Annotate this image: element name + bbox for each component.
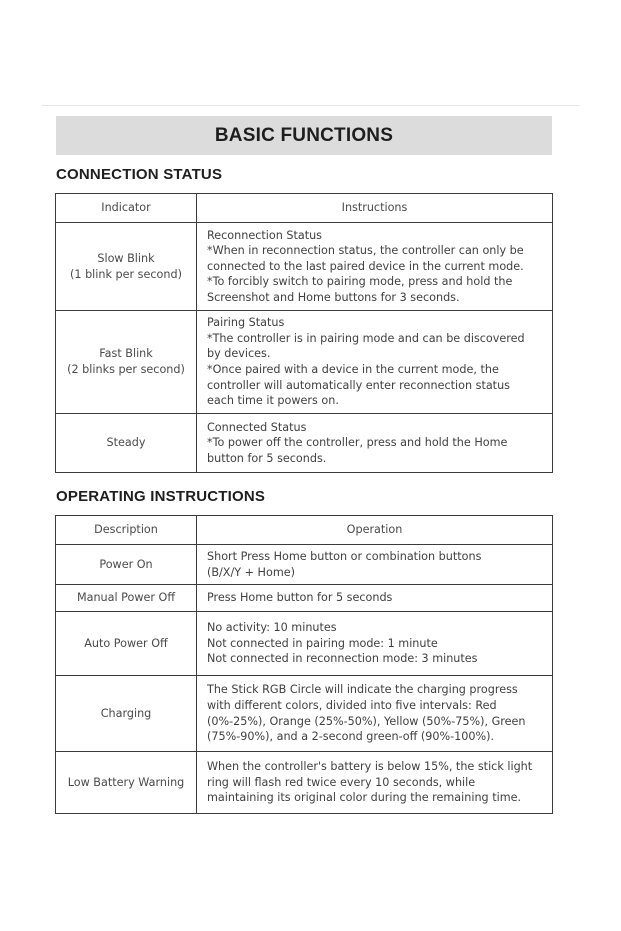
instruction-line: button for 5 seconds. <box>207 451 327 465</box>
operation-line: No activity: 10 minutes <box>207 621 337 635</box>
description-cell: Charging <box>56 676 197 752</box>
operation-line: maintaining its original color during the remaining time. <box>207 791 522 805</box>
table-row <box>56 752 553 814</box>
instruction-line: *The controller is in pairing mode and can be discovered <box>207 331 525 345</box>
indicator-name: Steady <box>106 436 146 450</box>
description-cell: Low Battery Warning <box>56 752 197 814</box>
operation-line: (75%-90%), and a 2-second green-off (90%-100%). <box>207 730 495 744</box>
instructions-cell <box>197 223 553 311</box>
indicator-cell <box>56 223 197 311</box>
operation-header: Operation <box>197 516 553 545</box>
description-cell: Power On <box>56 545 197 585</box>
instruction-line: controller will automatically enter reconnection status <box>207 378 510 392</box>
operation-cell <box>197 545 553 585</box>
instruction-line: *When in reconnection status, the controller can only be <box>207 244 524 258</box>
table-row <box>56 612 553 676</box>
table-row <box>56 223 553 311</box>
operating-instructions-table <box>55 515 553 814</box>
operation-cell <box>197 585 553 612</box>
table-row <box>56 414 553 473</box>
description-header: Description <box>56 516 197 545</box>
instructions-header: Instructions <box>197 194 553 223</box>
operation-line: Press Home button for 5 seconds <box>207 591 393 605</box>
indicator-detail: (2 blinks per second) <box>67 363 185 376</box>
instruction-line: *To power off the controller, press and hold the Home <box>207 436 508 450</box>
operation-line: When the controller's battery is below 15%, the stick light <box>207 760 533 774</box>
operation-line: with different colors, divided into five intervals: Red <box>207 698 497 712</box>
indicator-name: Fast Blink <box>99 347 153 361</box>
description-cell: Manual Power Off <box>56 585 197 612</box>
instruction-line: *Once paired with a device in the current mode, the <box>207 363 499 376</box>
operation-cell <box>197 752 553 814</box>
operation-line: The Stick RGB Circle will indicate the charging progress <box>207 683 518 697</box>
operation-line: ring will flash red twice every 10 seconds, while <box>207 775 476 789</box>
connection-status-table <box>55 193 553 473</box>
operation-cell <box>197 676 553 752</box>
instruction-line: by devices. <box>207 347 271 361</box>
table-row <box>56 311 553 414</box>
instructions-cell <box>197 311 553 414</box>
operation-line: Not connected in pairing mode: 1 minute <box>207 636 438 650</box>
operation-line: (0%-25%), Orange (25%-50%), Yellow (50%-75%), Green <box>207 714 526 728</box>
instruction-line: each time it powers on. <box>207 394 339 408</box>
indicator-header: Indicator <box>56 194 197 223</box>
indicator-cell <box>56 414 197 473</box>
indicator-cell <box>56 311 197 414</box>
status-title: Connected Status <box>207 420 307 434</box>
instruction-line: connected to the last paired device in the current mode. <box>207 259 524 273</box>
instruction-line: *To forcibly switch to pairing mode, press and hold the <box>207 275 513 289</box>
banner-title: BASIC FUNCTIONS <box>214 124 394 146</box>
top-divider <box>42 105 579 106</box>
table-row <box>56 585 553 612</box>
table-header-row <box>56 194 553 223</box>
table-row <box>56 676 553 752</box>
instruction-line: Screenshot and Home buttons for 3 seconds. <box>207 290 460 304</box>
status-title: Reconnection Status <box>207 228 322 242</box>
description-cell: Auto Power Off <box>56 612 197 676</box>
operating-instructions-heading: OPERATING INSTRUCTIONS <box>56 488 266 505</box>
operation-line: (B/X/Y + Home) <box>207 565 295 579</box>
indicator-name: Slow Blink <box>97 251 155 265</box>
status-title: Pairing Status <box>207 316 285 330</box>
operation-line: Not connected in reconnection mode: 3 minutes <box>207 652 478 666</box>
operation-line: Short Press Home button or combination buttons <box>207 549 482 563</box>
table-row <box>56 545 553 585</box>
table-header-row <box>56 516 553 545</box>
connection-status-heading: CONNECTION STATUS <box>56 166 223 183</box>
instructions-cell <box>197 414 553 473</box>
operation-cell <box>197 612 553 676</box>
section-banner <box>56 116 552 155</box>
indicator-detail: (1 blink per second) <box>70 267 182 281</box>
